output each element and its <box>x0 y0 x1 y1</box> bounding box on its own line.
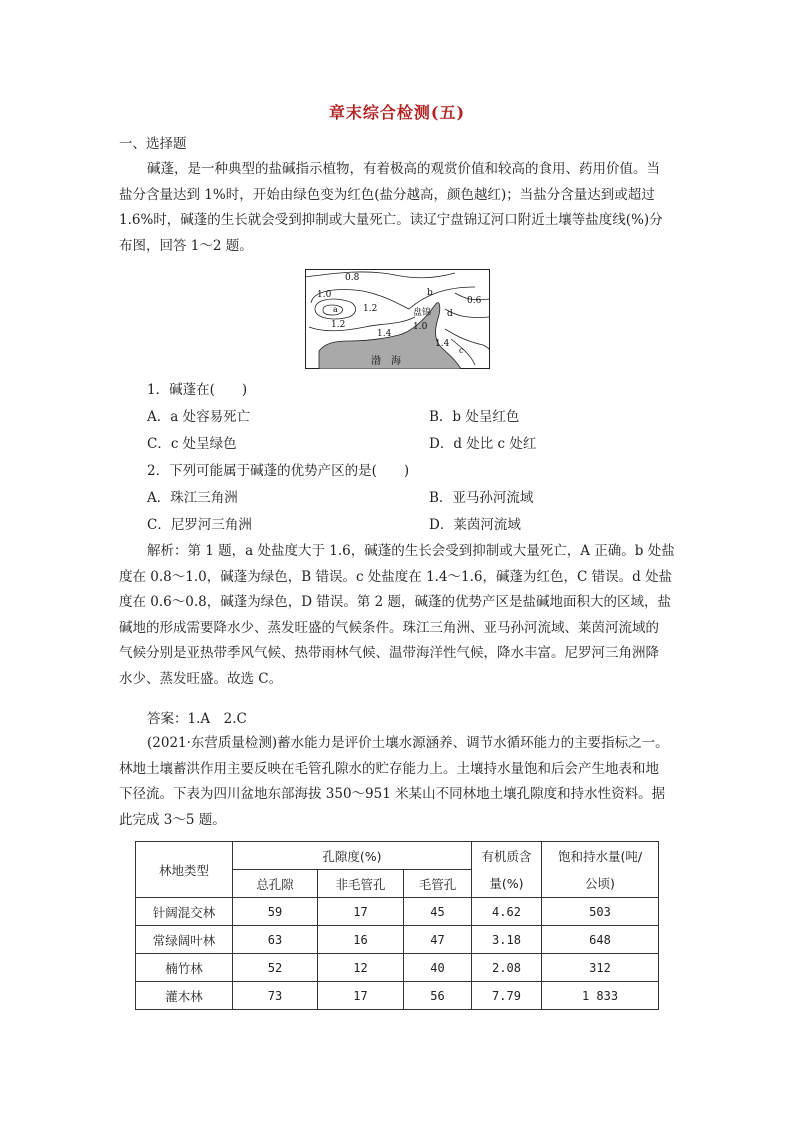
label-a: a <box>333 305 338 314</box>
label-d: d <box>447 309 453 319</box>
label-10-west: 1.0 <box>317 290 332 300</box>
cell-noncapillary: 17 <box>318 982 404 1010</box>
cell-organic: 3.18 <box>472 926 542 954</box>
analysis-line: 水少、蒸发旺盛。故选 C。 <box>119 670 283 687</box>
cell-forest-type: 灌木林 <box>136 982 233 1010</box>
question-2-option-a: A．珠江三角洲 <box>147 490 238 506</box>
header-total-pore: 总孔隙 <box>233 870 318 898</box>
table-header-row <box>136 842 659 870</box>
cell-organic: 4.62 <box>472 898 542 926</box>
label-b: b <box>427 288 433 298</box>
page-title: 章末综合检测(五) <box>328 103 466 122</box>
porosity-table <box>135 841 659 1010</box>
label-10-south: 1.0 <box>413 322 428 332</box>
cell-saturation: 312 <box>542 954 659 982</box>
cell-total: 63 <box>233 926 318 954</box>
cell-total: 73 <box>233 982 318 1010</box>
analysis-line: 碱地的形成需要降水少、蒸发旺盛的气候条件。珠江三角洲、亚马孙河流域、莱茵河流域的 <box>119 619 659 636</box>
section-heading: 一、选择题 <box>119 136 187 152</box>
cell-forest-type: 常绿阔叶林 <box>136 926 233 954</box>
question-1-option-d: D．d 处比 c 处红 <box>429 436 537 452</box>
label-12-east: 1.2 <box>363 304 378 314</box>
cell-forest-type: 针阔混交林 <box>136 898 233 926</box>
cell-noncapillary: 17 <box>318 898 404 926</box>
label-12-south: 1.2 <box>331 320 346 330</box>
cell-capillary: 56 <box>404 982 472 1010</box>
cell-forest-type: 楠竹林 <box>136 954 233 982</box>
label-bohai: 渤 海 <box>371 356 401 367</box>
passage-2-line: 林地土壤蓄洪作用主要反映在毛管孔隙水的贮存能力上。土壤持水量饱和后会产生地表和地 <box>119 760 659 777</box>
table-row <box>136 926 659 954</box>
passage-2-line: (2021·东营质量检测)蓄水能力是评价土壤水源涵养、调节水循环能力的主要指标之一。 <box>147 735 669 751</box>
salinity-map <box>305 269 490 369</box>
header-noncapillary-pore: 非毛管孔 <box>318 870 404 898</box>
intro-line: 碱蓬，是一种典型的盐碱指示植物，有着极高的观赏价值和较高的食用、药用价值。当 <box>147 161 660 177</box>
header-organic-bottom: 量(%) <box>472 870 542 898</box>
question-1-option-b: B．b 处呈红色 <box>429 409 520 425</box>
table-row <box>136 898 659 926</box>
passage-2-line: 此完成 3～5 题。 <box>119 811 226 828</box>
table-row <box>136 982 659 1010</box>
header-saturation-bottom: 公顷) <box>542 870 659 898</box>
analysis-line: 度在 0.8～1.0，碱蓬为绿色，B 错误。c 处盐度在 1.4～1.6，碱蓬为红色，C 错误。d 处盐 <box>119 568 673 585</box>
label-14-west: 1.4 <box>377 329 392 339</box>
question-2-option-c: C．尼罗河三角洲 <box>147 517 252 533</box>
cell-capillary: 45 <box>404 898 472 926</box>
answer-line: 答案：1.A 2.C <box>147 711 247 727</box>
intro-line: 布图，回答 1～2 题。 <box>119 237 253 254</box>
cell-saturation: 648 <box>542 926 659 954</box>
intro-line: 1.6%时，碱蓬的生长就会受到抑制或大量死亡。读辽宁盘锦辽河口附近土壤等盐度线(%)分 <box>119 212 663 228</box>
analysis-line: 解析：第 1 题，a 处盐度大于 1.6，碱蓬的生长会受到抑制或大量死亡，A 正确。b 处盐 <box>147 543 675 559</box>
intro-paragraph <box>119 157 679 259</box>
analysis-paragraph <box>119 539 679 692</box>
label-14-east: 1.4 <box>435 339 450 349</box>
intro-line: 盐分含量达到 1%时，开始由绿色变为红色(盐分越高，颜色越红)；当盐分含量达到或超过 <box>119 186 655 203</box>
cell-total: 52 <box>233 954 318 982</box>
cell-total: 59 <box>233 898 318 926</box>
header-capillary-pore: 毛管孔 <box>404 870 472 898</box>
question-1-option-c: C．c 处呈绿色 <box>147 436 237 452</box>
analysis-line: 度在 0.6～0.8，碱蓬为绿色，D 错误。第 2 题，碱蓬的优势产区是盐碱地面积大的区域，盐 <box>119 594 672 610</box>
question-1-stem: 1．碱蓬在( ) <box>147 382 248 398</box>
header-forest-type: 林地类型 <box>136 842 233 898</box>
cell-organic: 2.08 <box>472 954 542 982</box>
question-2-option-b: B．亚马孙河流域 <box>429 490 534 506</box>
question-2-stem: 2．下列可能属于碱蓬的优势产区的是( ) <box>147 463 410 479</box>
analysis-line: 气候分别是亚热带季风气候、热带雨林气候、温带海洋性气候，降水丰富。尼罗河三角洲降 <box>119 645 659 661</box>
table-row <box>136 954 659 982</box>
label-08: 0.8 <box>345 273 360 283</box>
label-c: c <box>459 346 464 355</box>
label-panjin: 盘锦 <box>413 308 432 318</box>
header-organic-top: 有机质含 <box>472 842 542 870</box>
cell-capillary: 40 <box>404 954 472 982</box>
label-06: 0.6 <box>467 296 482 306</box>
header-saturation-top: 饱和持水量(吨/ <box>542 842 659 870</box>
cell-saturation: 1 833 <box>542 982 659 1010</box>
passage-2-paragraph <box>119 731 679 833</box>
cell-noncapillary: 16 <box>318 926 404 954</box>
cell-noncapillary: 12 <box>318 954 404 982</box>
question-1-option-a: A．a 处容易死亡 <box>147 409 251 425</box>
passage-2-line: 下径流。下表为四川盆地东部海拔 350～951 米某山不同林地土壤孔隙度和持水性资料。据 <box>119 786 666 802</box>
cell-saturation: 503 <box>542 898 659 926</box>
question-2-option-d: D．莱茵河流域 <box>429 517 521 533</box>
header-porosity: 孔隙度(%) <box>233 842 472 870</box>
cell-organic: 7.79 <box>472 982 542 1010</box>
cell-capillary: 47 <box>404 926 472 954</box>
